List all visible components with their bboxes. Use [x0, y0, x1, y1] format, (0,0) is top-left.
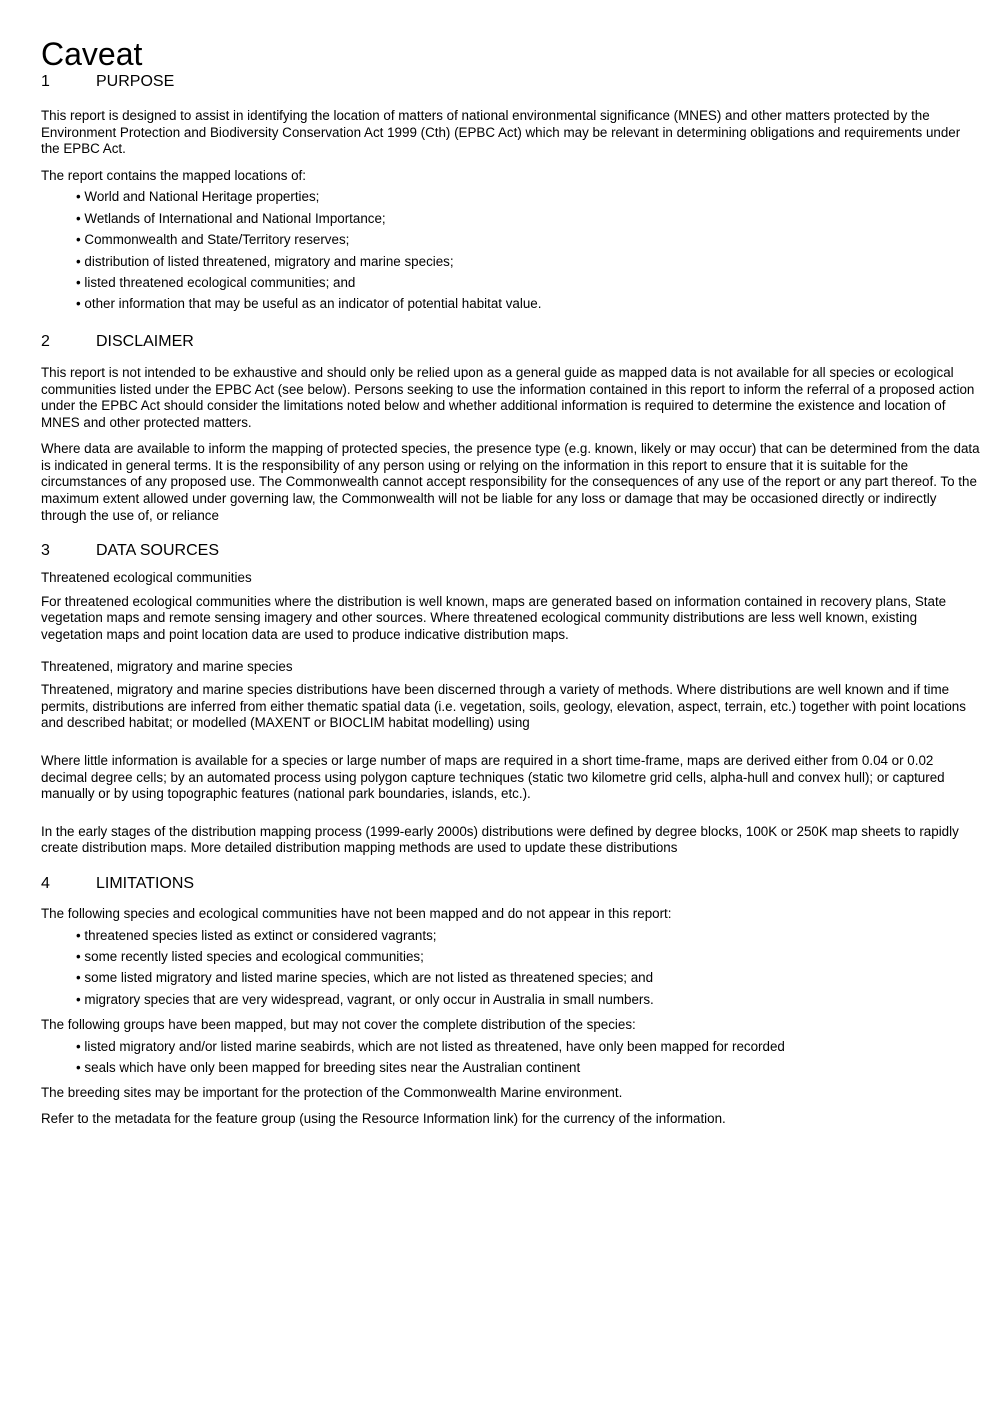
section-number: 4 — [41, 874, 50, 892]
section-heading-limitations — [41, 874, 981, 893]
data-sources-paragraph: For threatened ecological communities where the distribution is well known, maps are generated based on information contained in recovery plans, State vegetation maps and remote sensing imagery and other sources. Where threatened ecological community distributions are less well known, existing vegetation maps and point location data are used to produce indicative distribution maps. — [41, 593, 947, 643]
purpose-paragraph: This report is designed to assist in identifying the location of matters of national environmental significance (MNES) and other matters protected by the Environment Protection and Biodiversity Conservation Act 1999 (Cth) (EPBC Act) which may be relevant in determining obligations and requirements under the EPBC Act. — [41, 108, 961, 157]
page-title: Caveat — [41, 36, 143, 72]
section-title: DATA SOURCES — [96, 542, 219, 560]
section-heading-data-sources — [41, 541, 981, 560]
list-item: • seals which have only been mapped for breeding sites near the Australian continent — [76, 1060, 981, 1077]
not-mapped-list — [76, 928, 981, 1009]
list-item: • Commonwealth and State/Territory reserves; — [76, 232, 981, 249]
partially-mapped-list — [76, 1039, 981, 1077]
list-item: • distribution of listed threatened, migratory and marine species; — [76, 254, 981, 271]
mapped-locations-list — [76, 189, 981, 313]
list-item: • listed migratory and/or listed marine seabirds, which are not listed as threatened, have only been mapped for recorded — [76, 1039, 981, 1056]
list-item: • threatened species listed as extinct or considered vagrants; — [76, 928, 981, 945]
document-page — [41, 36, 981, 1127]
disclaimer-paragraph: This report is not intended to be exhaustive and should only be relied upon as a general guide as mapped data is not available for all species or ecological communities listed under the EPBC Act (see below). Persons seeking to use the information contained in this report to inform the referral of a proposed action under the EPBC Act should consider the limitations noted below and whether additional information is required to determine the existence and location of MNES and other protected matters. — [41, 364, 975, 430]
list-item: • World and National Heritage properties; — [76, 189, 981, 206]
limitations-paragraph: Refer to the metadata for the feature group (using the Resource Information link) for the currency of the information. — [41, 1110, 726, 1126]
list-item: • Wetlands of International and National Importance; — [76, 211, 981, 228]
subheading-ecological-communities: Threatened ecological communities — [41, 570, 252, 586]
section-number: 1 — [41, 73, 50, 90]
limitations-list-intro: The following groups have been mapped, but may not cover the complete distribution of the species: — [41, 1017, 636, 1033]
list-item: • migratory species that are very widespread, vagrant, or only occur in Australia in small numbers. — [76, 992, 981, 1009]
data-sources-paragraph: Where little information is available for a species or large number of maps are required in a short time-frame, maps are derived either from 0.04 or 0.02 decimal degree cells; by an automated process using polygon capture techniques (static two kilometre grid cells, alpha-hull and convex hull); or captured manually or by using topographic features (national park boundaries, islands, etc.). — [41, 753, 945, 802]
list-item: • some recently listed species and ecological communities; — [76, 949, 981, 966]
subheading-species: Threatened, migratory and marine species — [41, 658, 293, 674]
data-sources-paragraph: Threatened, migratory and marine species distributions have been discerned through a variety of methods. Where distributions are well known and if time permits, distributions are inferred from either thematic spatial data (i.e. vegetation, soils, geology, elevation, aspect, terrain, etc.) together with point locations and described habitat; or modelled (MAXENT or BIOCLIM habitat modelling) using — [41, 682, 966, 731]
data-sources-paragraph: In the early stages of the distribution mapping process (1999-early 2000s) distributions were defined by degree blocks, 100K or 250K map sheets to rapidly create distribution maps. More detailed distribution mapping methods are used to update these distributions — [41, 823, 959, 856]
section-title: DISCLAIMER — [96, 332, 194, 350]
purpose-list-intro: The report contains the mapped locations of: — [41, 167, 306, 183]
section-heading-disclaimer — [41, 332, 981, 351]
section-title: LIMITATIONS — [96, 874, 195, 892]
section-title: PURPOSE — [96, 73, 175, 90]
section-number: 3 — [41, 542, 50, 560]
list-item: • listed threatened ecological communities; and — [76, 275, 981, 292]
section-number: 2 — [41, 332, 50, 350]
list-item: • other information that may be useful as an indicator of potential habitat value. — [76, 296, 981, 313]
disclaimer-paragraph: Where data are available to inform the mapping of protected species, the presence type (e.g. known, likely or may occur) that can be determined from the data is indicated in general terms. It is the responsibility of any person using or relying on the information in this report to ensure that it is suitable for the circumstances of any proposed use. The Commonwealth cannot accept responsibility for the consequences of any use of the report or any part thereof. To the maximum extent allowed under governing law, the Commonwealth will not be liable for any loss or damage that may be occasioned directly or indirectly through the use of, or reliance — [41, 441, 980, 523]
limitations-paragraph: The breeding sites may be important for the protection of the Commonwealth Marine environment. — [41, 1084, 623, 1100]
limitations-list-intro: The following species and ecological communities have not been mapped and do not appear in this report: — [41, 905, 672, 921]
list-item: • some listed migratory and listed marine species, which are not listed as threatened species; and — [76, 970, 981, 987]
section-heading-purpose — [41, 72, 981, 91]
